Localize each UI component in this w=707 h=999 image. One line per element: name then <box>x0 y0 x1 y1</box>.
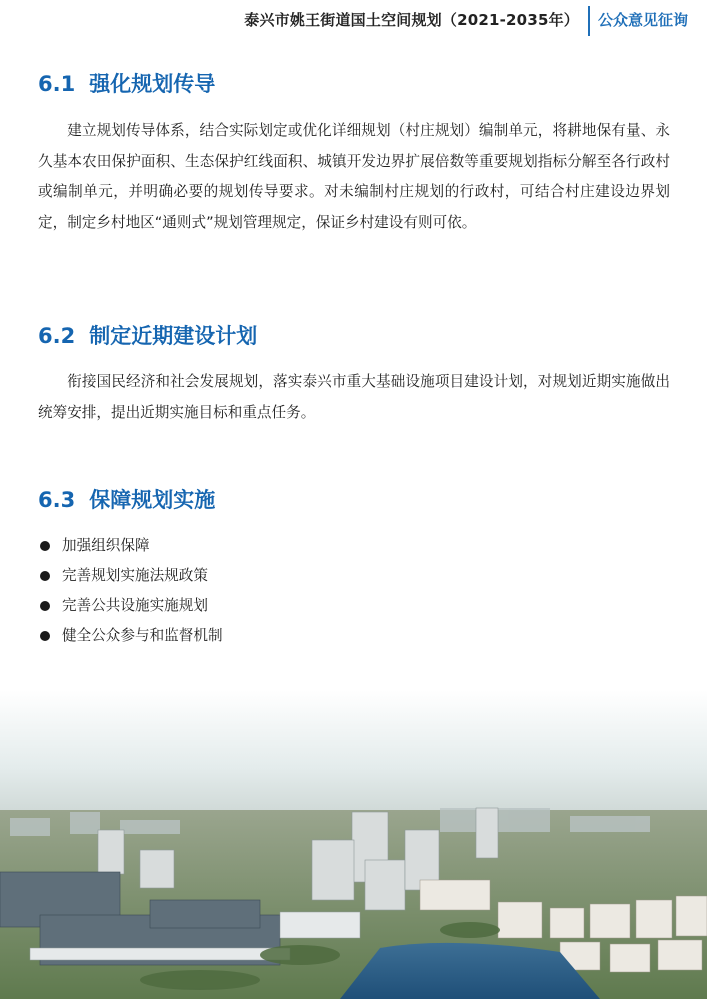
section-title-text: 制定近期建设计划 <box>89 324 258 348</box>
header-divider <box>588 6 590 36</box>
list-item: 健全公众参与和监督机制 <box>38 621 223 651</box>
section-heading-6-3 <box>38 484 215 514</box>
bullet-dot-icon <box>40 571 50 581</box>
bullet-dot-icon <box>40 631 50 641</box>
aerial-city-photo <box>0 690 707 999</box>
bullet-dot-icon <box>40 601 50 611</box>
section-title-text: 保障规划实施 <box>89 488 216 512</box>
list-item: 加强组织保障 <box>38 531 223 561</box>
header-tag: 公众意见征询 <box>598 11 689 29</box>
section-heading-6-2 <box>38 320 257 350</box>
section-number: 6.3 <box>38 488 76 512</box>
list-item: 完善公共设施实施规划 <box>38 591 223 621</box>
section-paragraph-6-1: 建立规划传导体系，结合实际划定或优化详细规划（村庄规划）编制单元，将耕地保有量、永久基本农田保护面积、生态保护红线面积、城镇开发边界扩展倍数等重要规划指标分解至各行政村或编制单元，并明确必要的规划传导要求。对未编制村庄规划的行政村，可结合村庄建设边界划定，制定乡村地区“通则式”规划管理规定，保证乡村建设有则可依。 <box>38 122 670 231</box>
page-header <box>0 0 707 38</box>
list-item: 完善规划实施法规政策 <box>38 561 223 591</box>
section-number: 6.1 <box>38 72 76 96</box>
bullet-dot-icon <box>40 541 50 551</box>
section-paragraph-6-2: 衔接国民经济和社会发展规划，落实泰兴市重大基础设施项目建设计划，对规划近期实施做出统筹安排，提出近期实施目标和重点任务。 <box>38 373 670 421</box>
section-number: 6.2 <box>38 324 76 348</box>
bullet-list <box>38 531 223 651</box>
document-title: 泰兴市姚王街道国土空间规划（2021-2035年） <box>244 11 579 29</box>
section-title-text: 强化规划传导 <box>89 72 216 96</box>
section-heading-6-1 <box>38 68 215 98</box>
